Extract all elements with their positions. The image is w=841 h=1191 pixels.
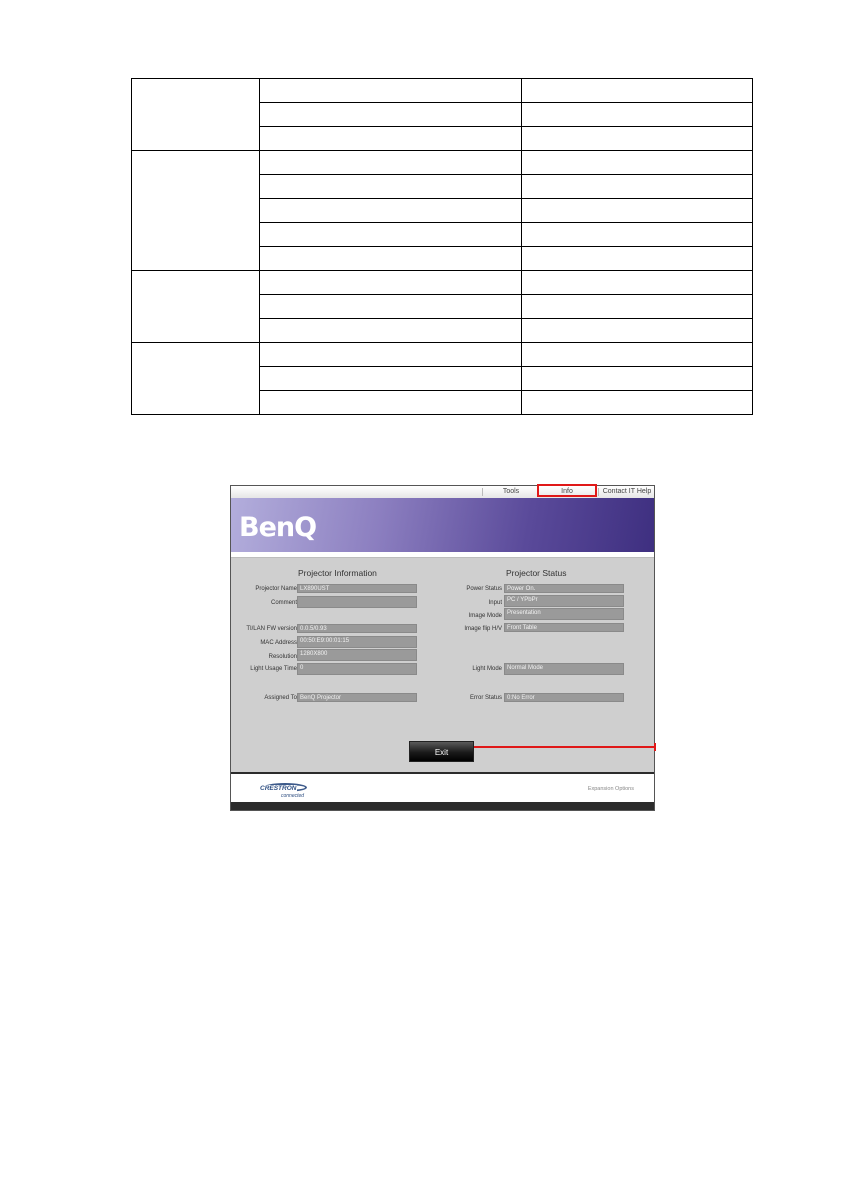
field-label: Error Status bbox=[469, 695, 502, 701]
crestron-connected-logo bbox=[255, 778, 315, 800]
table-cell bbox=[260, 199, 522, 223]
assigned-to-value: BenQ Projector bbox=[297, 693, 417, 702]
field-label: Image Mode bbox=[468, 613, 502, 619]
table-cell bbox=[132, 271, 260, 343]
table-cell bbox=[260, 295, 522, 319]
field-label: Light Mode bbox=[472, 666, 502, 672]
input-value: PC / YPbPr bbox=[504, 595, 624, 607]
projector-information-title: Projector Information bbox=[298, 568, 377, 578]
table-row bbox=[132, 343, 753, 367]
table-cell bbox=[522, 271, 753, 295]
field-label: TI/LAN FW version bbox=[246, 626, 297, 632]
table-cell bbox=[522, 343, 753, 367]
field-label: Projector Name bbox=[255, 586, 297, 592]
table-cell bbox=[522, 127, 753, 151]
table-cell bbox=[260, 103, 522, 127]
footer-bar bbox=[231, 802, 654, 810]
table-cell bbox=[260, 271, 522, 295]
table-cell bbox=[522, 367, 753, 391]
projector-web-window bbox=[230, 485, 655, 811]
table-cell bbox=[260, 223, 522, 247]
exit-button[interactable]: Exit bbox=[409, 741, 474, 762]
table-cell bbox=[522, 295, 753, 319]
field-label: Image flip H/V bbox=[464, 626, 502, 632]
image-flip-value: Front Table bbox=[504, 623, 624, 632]
table-cell bbox=[260, 79, 522, 103]
exit-callout-tick bbox=[654, 743, 656, 751]
table-cell bbox=[260, 367, 522, 391]
table-cell bbox=[260, 319, 522, 343]
field-label: Comment bbox=[270, 600, 297, 606]
field-label: Input bbox=[488, 600, 502, 606]
empty-table bbox=[131, 78, 753, 415]
power-status-value: Power On. bbox=[504, 584, 624, 593]
header-banner bbox=[231, 498, 654, 552]
error-status-value: 0:No Error bbox=[504, 693, 624, 702]
light-usage-time-value: 0 bbox=[297, 663, 417, 675]
table-cell bbox=[522, 151, 753, 175]
table-cell bbox=[522, 103, 753, 127]
resolution-value: 1280X800 bbox=[297, 649, 417, 661]
table-cell bbox=[132, 151, 260, 271]
table-cell bbox=[522, 79, 753, 103]
table-cell bbox=[260, 343, 522, 367]
field-label: Light Usage Time bbox=[250, 666, 297, 672]
benq-logo: BenQ bbox=[239, 512, 317, 543]
comment-value bbox=[297, 596, 417, 608]
table-row bbox=[132, 151, 753, 175]
table-cell bbox=[522, 391, 753, 415]
table-cell bbox=[260, 175, 522, 199]
table-cell bbox=[522, 247, 753, 271]
field-label: Resolution bbox=[268, 654, 297, 660]
projector-name-value: LX890UST bbox=[297, 584, 417, 593]
field-label: Power Status bbox=[466, 586, 502, 592]
tab-info[interactable]: Info bbox=[561, 488, 573, 495]
expansion-options-link[interactable]: Expansion Options bbox=[587, 786, 634, 792]
table-cell bbox=[132, 79, 260, 151]
table-cell bbox=[522, 199, 753, 223]
tab-tools[interactable]: Tools bbox=[502, 488, 520, 495]
tab-contact-it-help[interactable]: Contact IT Help bbox=[602, 488, 652, 495]
table-row bbox=[132, 79, 753, 103]
footer bbox=[231, 774, 654, 802]
table-cell bbox=[260, 151, 522, 175]
table-cell bbox=[260, 247, 522, 271]
table-cell bbox=[522, 319, 753, 343]
projector-status-title: Projector Status bbox=[506, 568, 567, 578]
table-row bbox=[132, 271, 753, 295]
table-cell bbox=[522, 223, 753, 247]
crestron-logo-sub: connected bbox=[281, 793, 305, 799]
image-mode-value: Presentation bbox=[504, 608, 624, 620]
field-label: Assigned To bbox=[264, 695, 297, 701]
info-tab-highlight-box bbox=[537, 484, 597, 497]
table-cell bbox=[132, 343, 260, 415]
mac-address-value: 00:50:E9:00:01:15 bbox=[297, 636, 417, 648]
fw-version-value: 0.0.5/0.93 bbox=[297, 624, 417, 633]
exit-callout-line bbox=[474, 746, 656, 748]
light-mode-value: Normal Mode bbox=[504, 663, 624, 675]
info-panel bbox=[231, 558, 654, 772]
table-cell bbox=[260, 127, 522, 151]
table-cell bbox=[260, 391, 522, 415]
nav-separator bbox=[598, 488, 599, 496]
nav-separator bbox=[482, 488, 483, 496]
table-cell bbox=[522, 175, 753, 199]
crestron-logo-word: CRESTRON bbox=[260, 785, 297, 792]
field-label: MAC Address bbox=[260, 640, 297, 646]
